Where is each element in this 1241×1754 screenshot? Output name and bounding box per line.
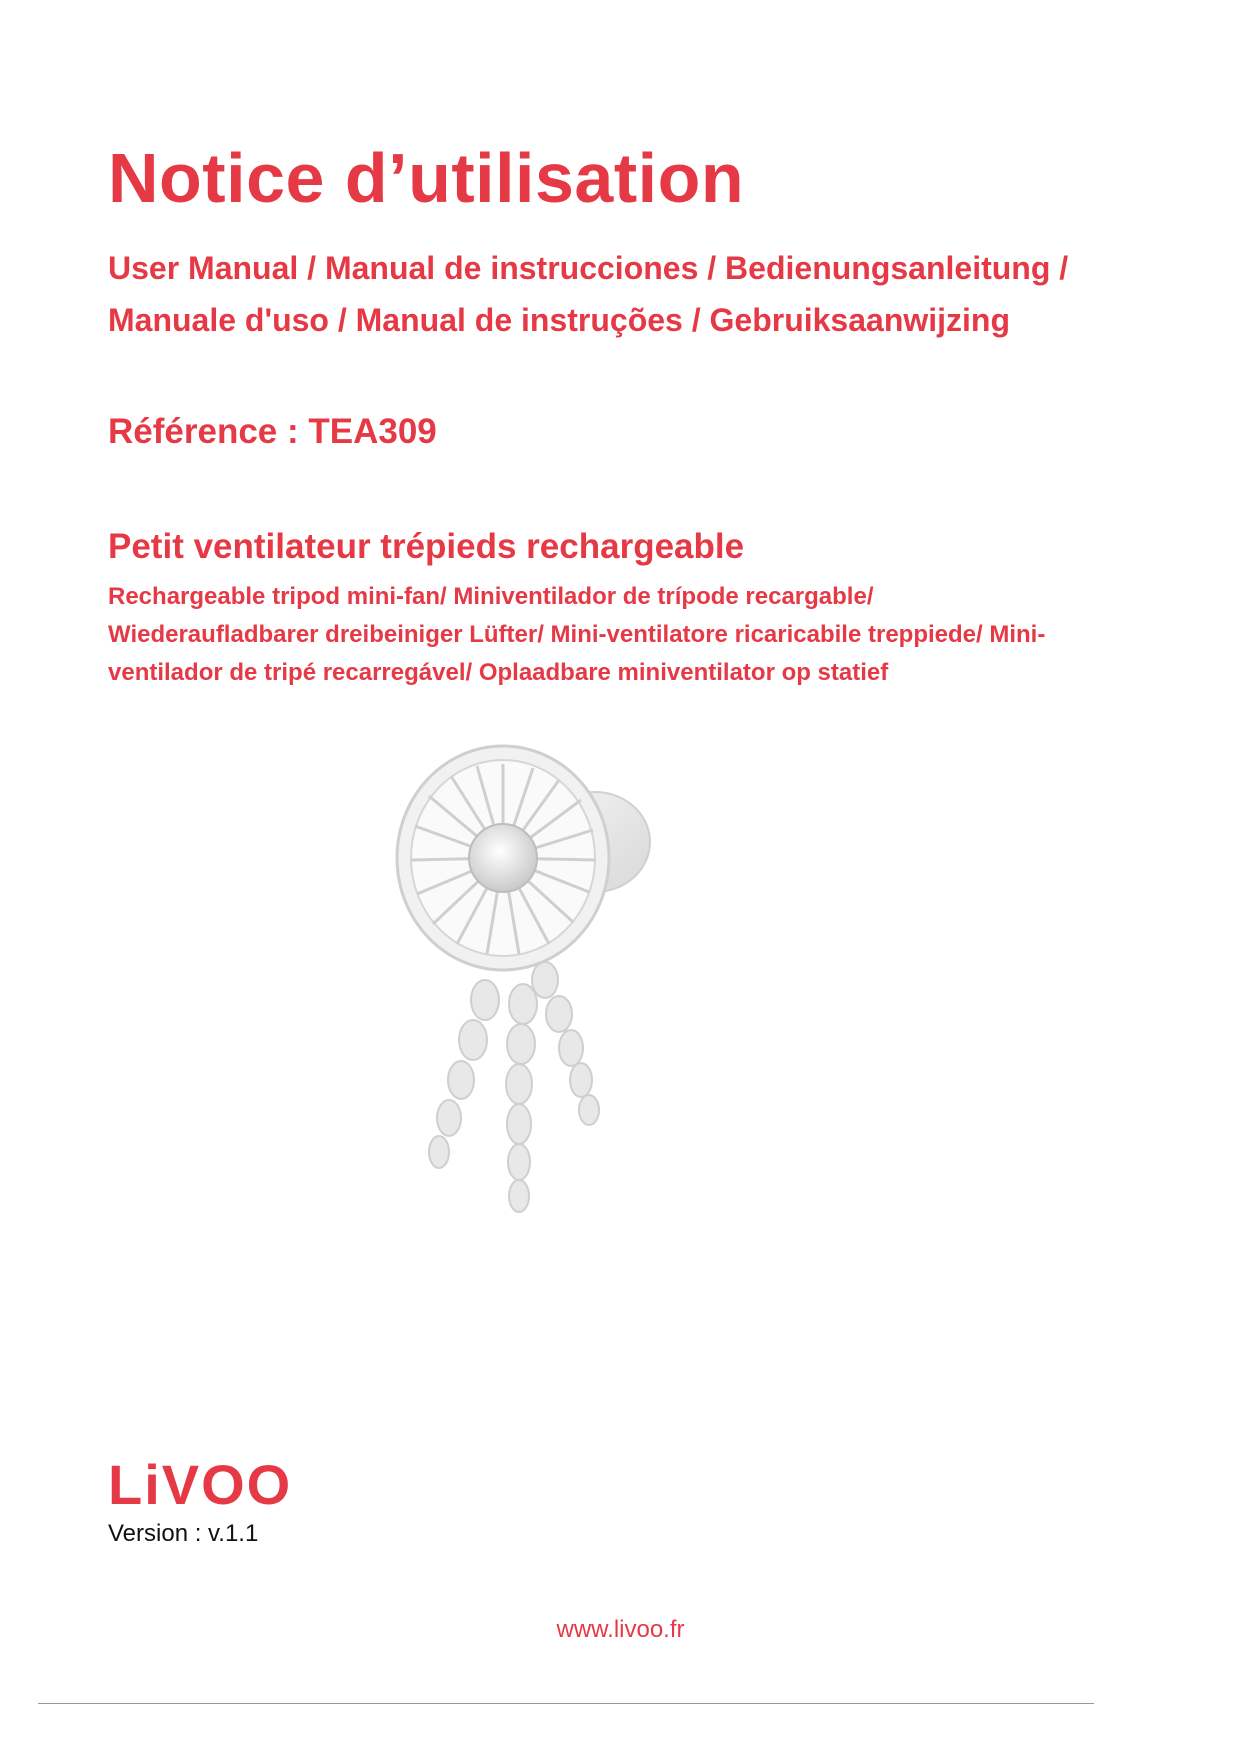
product-subtitle-line-1: Rechargeable tripod mini-fan/ Miniventilador de trípode recargable/ — [108, 583, 874, 610]
website-link[interactable]: www.livoo.fr — [556, 1616, 685, 1643]
footer-divider — [38, 1703, 1094, 1704]
language-list — [108, 242, 1168, 346]
page-title: Notice d’utilisation — [108, 139, 745, 217]
product-reference: Référence : TEA309 — [108, 412, 437, 451]
language-list-line-1: User Manual / Manual de instrucciones / Bedienungsanleitung / — [108, 250, 1069, 286]
product-subtitle-line-3: ventilador de tripé recarregável/ Oplaadbare miniventilator op statief — [108, 659, 889, 686]
product-subtitle — [108, 578, 1168, 692]
product-subtitle-line-2: Wiederaufladbarer dreibeiniger Lüfter/ Mini-ventilatore ricaricabile treppiede/ Mini- — [108, 621, 1046, 648]
language-list-line-2: Manuale d'uso / Manual de instruções / Gebruiksaanwijzing — [108, 302, 1011, 338]
version-label: Version : v.1.1 — [108, 1520, 259, 1547]
product-title: Petit ventilateur trépieds rechargeable — [108, 527, 745, 566]
livoo-logo: LiVOO — [108, 1453, 293, 1516]
tripod-fan-image — [385, 740, 705, 1220]
